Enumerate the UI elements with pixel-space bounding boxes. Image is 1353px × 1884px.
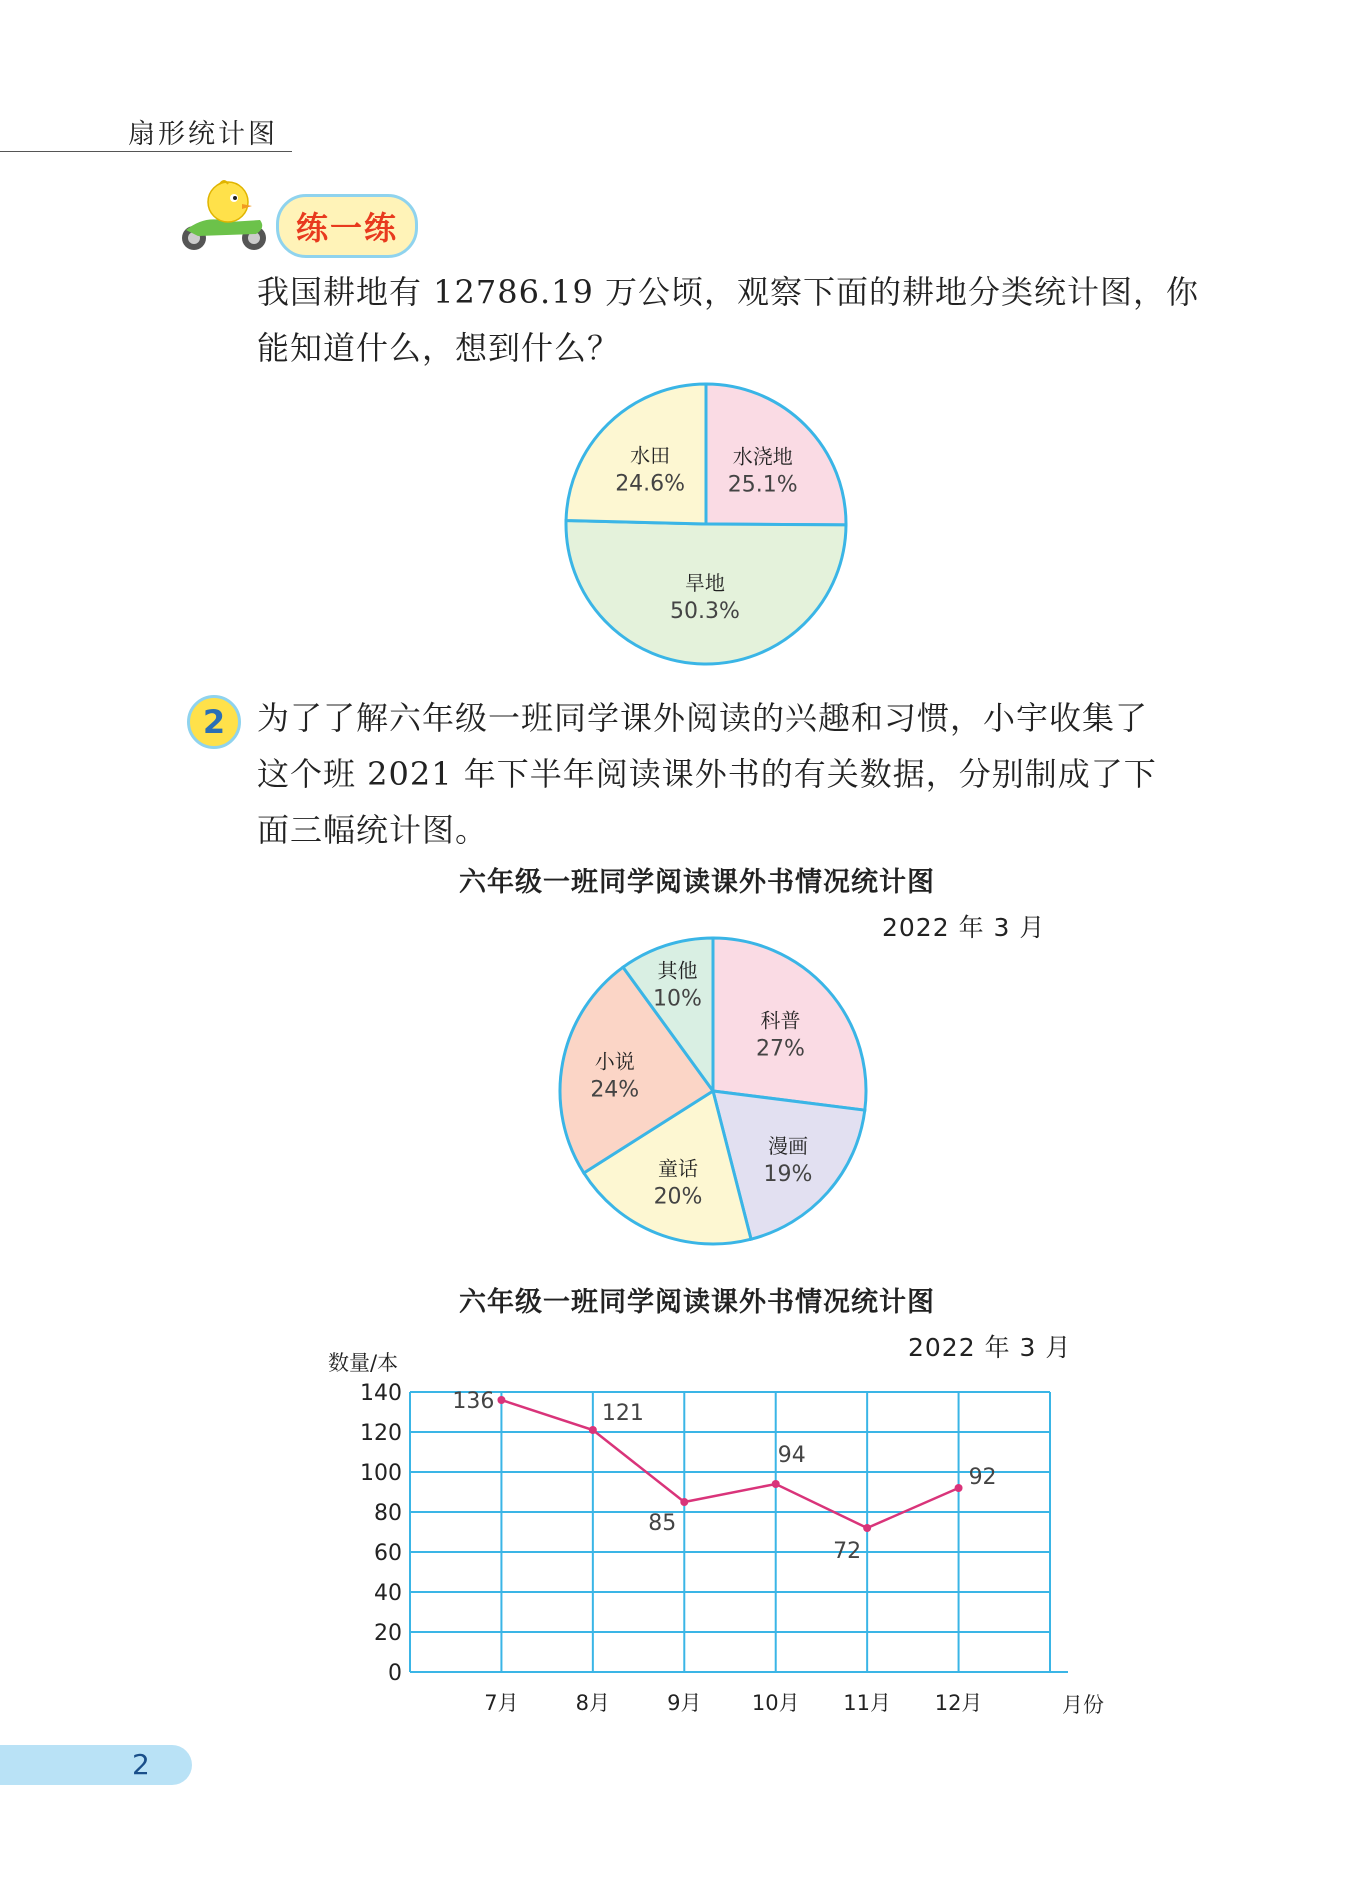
reading-pie-slice-label: 科普 [760, 1008, 801, 1033]
reading-line-chart [320, 1340, 1104, 1717]
exercise2-number-badge: 2 [187, 695, 241, 749]
reading-pie-slice-value: 19% [763, 1162, 813, 1188]
mascot-motorcycle-icon [176, 176, 272, 254]
reading-pie-chart [554, 932, 872, 1250]
farmland-pie-slice-value: 24.6% [615, 471, 686, 497]
line-series [501, 1400, 958, 1528]
farmland-pie-slice-value: 25.1% [727, 472, 798, 498]
data-point [955, 1484, 963, 1492]
data-label: 72 [833, 1539, 862, 1564]
x-tick-label: 11月 [843, 1691, 892, 1715]
exercise2-line3: 面三幅统计图。 [257, 811, 489, 849]
page-number-tab [0, 1745, 192, 1785]
practice-badge: 练一练 [276, 194, 418, 258]
y-tick-label: 40 [374, 1581, 402, 1606]
reading-pie-slice-value: 10% [653, 986, 702, 1012]
farmland-pie-slice-label: 旱地 [684, 570, 725, 595]
reading-pie-slice-value: 24% [590, 1077, 640, 1103]
data-label: 92 [968, 1465, 997, 1490]
data-label: 85 [648, 1511, 677, 1536]
section-title: 扇形统计图 [128, 119, 278, 150]
data-point [589, 1426, 597, 1434]
data-point [772, 1480, 780, 1488]
y-tick-label: 0 [388, 1661, 402, 1686]
reading-pie-slice-label: 漫画 [768, 1134, 809, 1159]
page-number: 2 [132, 1748, 150, 1781]
data-point [863, 1524, 871, 1532]
reading-pie-slice-label: 童话 [658, 1156, 699, 1181]
y-tick-label: 20 [374, 1621, 402, 1646]
reading-pie-slice-label: 小说 [594, 1049, 635, 1074]
x-tick-label: 12月 [934, 1691, 983, 1715]
data-label: 136 [452, 1389, 495, 1414]
reading-pie-title: 六年级一班同学阅读课外书情况统计图 [459, 867, 935, 898]
y-tick-label: 120 [360, 1421, 402, 1446]
farmland-pie-chart [560, 378, 852, 670]
x-tick-label: 8月 [575, 1691, 611, 1715]
section-divider [0, 151, 292, 152]
x-tick-label: 10月 [751, 1691, 800, 1715]
reading-pie-slice-value: 27% [756, 1036, 805, 1062]
data-label: 94 [777, 1443, 806, 1468]
y-axis-label: 数量/本 [328, 1351, 399, 1375]
reading-pie-slice-label: 其他 [657, 958, 698, 983]
farmland-pie-slice-label: 水浇地 [732, 444, 793, 469]
reading-line-title: 六年级一班同学阅读课外书情况统计图 [459, 1287, 935, 1318]
x-tick-label: 9月 [667, 1691, 702, 1715]
reading-line-date: 2022 年 3 月 [908, 1333, 1072, 1362]
data-point [497, 1396, 505, 1404]
exercise2-line1: 为了了解六年级一班同学课外阅读的兴趣和习惯，小宇收集了 [257, 699, 1149, 737]
x-axis-label: 月份 [1062, 1693, 1104, 1717]
x-tick-label: 7月 [484, 1691, 519, 1715]
y-tick-label: 80 [374, 1501, 402, 1526]
data-point [680, 1498, 688, 1506]
exercise1-line1: 我国耕地有 12786.19 万公顷，观察下面的耕地分类统计图，你 [257, 273, 1200, 311]
y-tick-label: 60 [374, 1541, 402, 1566]
farmland-pie-slice-label: 水田 [630, 443, 671, 468]
reading-pie-date: 2022 年 3 月 [882, 913, 1046, 942]
exercise2-line2: 这个班 2021 年下半年阅读课外书的有关数据，分别制成了下 [257, 755, 1157, 793]
exercise1-line2: 能知道什么，想到什么？ [257, 329, 621, 367]
y-tick-label: 140 [360, 1381, 402, 1406]
farmland-pie-slice-value: 50.3% [669, 598, 740, 624]
reading-pie-slice-value: 20% [653, 1184, 703, 1210]
y-tick-label: 100 [360, 1461, 402, 1486]
data-label: 121 [601, 1401, 644, 1426]
